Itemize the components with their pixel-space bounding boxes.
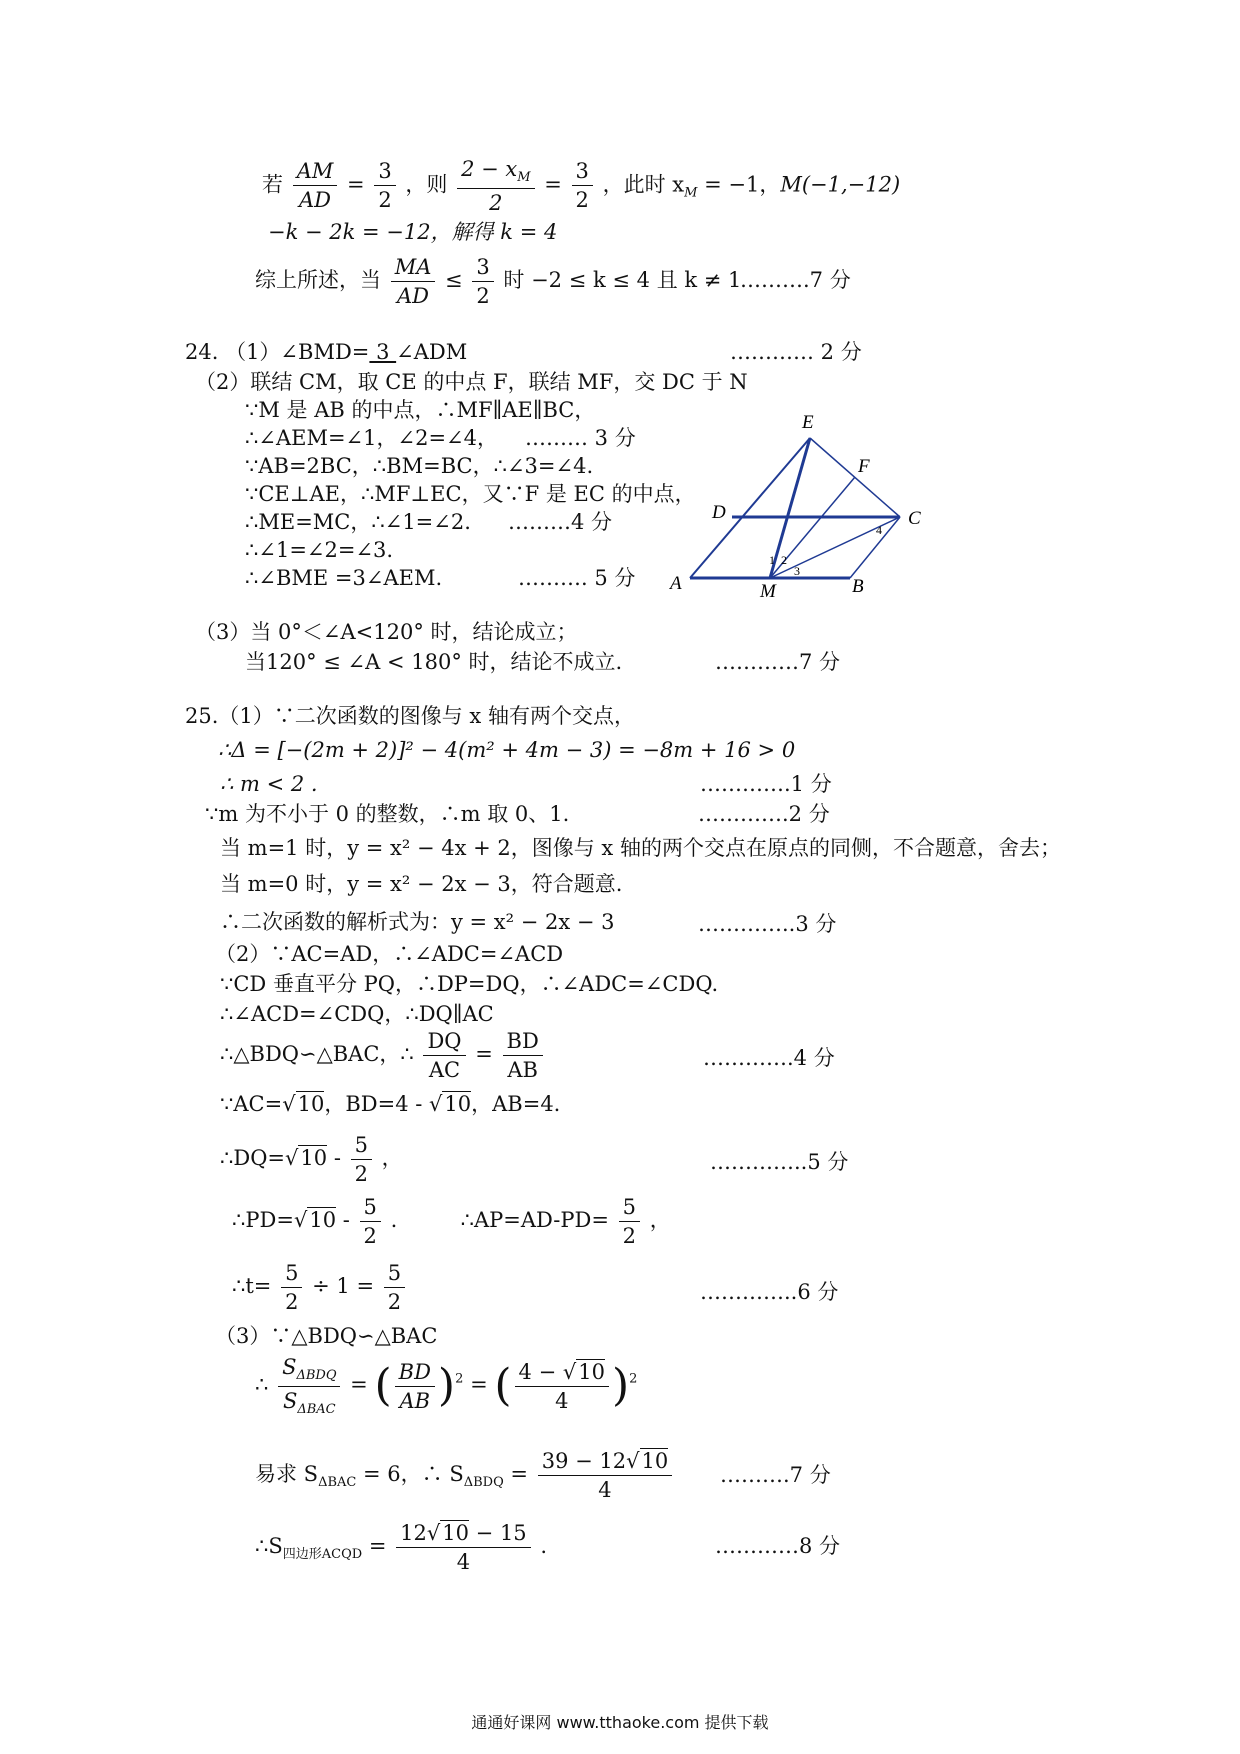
numerator: BD	[503, 1030, 543, 1056]
score-2: ………….2 分	[698, 802, 830, 826]
fraction-3-2	[374, 160, 395, 211]
denominator: 2	[387, 1290, 402, 1315]
text: ∵AC=	[220, 1092, 283, 1116]
subscript: M	[517, 170, 531, 185]
equals: =	[470, 1372, 488, 1397]
numerator-text: 2 − x	[461, 157, 518, 181]
fraction-bd-ab	[503, 1030, 543, 1081]
fraction-5-2	[619, 1196, 640, 1247]
text: ，AB=4.	[471, 1092, 561, 1116]
radicand: 10	[444, 1092, 472, 1116]
text: ，此时 x	[602, 172, 685, 197]
numerator	[457, 158, 534, 189]
section-25-line-13	[220, 1134, 403, 1185]
section-24-line: ∴∠BME =3∠AEM.	[245, 566, 443, 590]
section-25-line: 25.（1）∵二次函数的图像与 x 轴有两个交点，	[185, 704, 635, 728]
denominator: AC	[428, 1058, 461, 1083]
denominator: AB	[507, 1058, 538, 1083]
subscript: ΔBDQ	[463, 1475, 504, 1491]
exponent: 2	[455, 1371, 464, 1387]
fraction-am-ad	[293, 160, 338, 211]
text: − 15	[469, 1521, 527, 1545]
score-8: …………8 分	[715, 1534, 841, 1558]
fraction-3-2-b	[572, 160, 593, 211]
fraction-39-12sqrt10	[538, 1450, 673, 1501]
numerator: 5	[360, 1196, 381, 1222]
equals: =	[362, 1534, 387, 1559]
text: 24. （1）∠BMD=	[185, 340, 370, 364]
segment-me	[770, 438, 810, 578]
numerator: 5	[351, 1134, 372, 1160]
section-25-line: 当 m=1 时，y = x² − 4x + 2，图像与 x 轴的两个交点在原点的同侧，不合题意，舍去；	[220, 836, 1061, 860]
text: = −1，	[697, 172, 781, 197]
label-e: E	[802, 412, 814, 433]
numerator: BD	[395, 1361, 435, 1387]
radicand: 10	[641, 1449, 669, 1473]
subscript: ΔBAC	[297, 1401, 336, 1417]
fraction-5-2	[281, 1262, 302, 1313]
denominator: 2	[378, 188, 392, 213]
denominator: AD	[397, 284, 430, 309]
fraction-5-2	[360, 1196, 381, 1247]
text: 易求 S	[255, 1462, 319, 1487]
text: .	[390, 1208, 398, 1233]
section-25-line: ∴Δ = [−(2m + 2)]² − 4(m² + 4m − 3) = −8m + 16 > 0	[218, 738, 796, 762]
s: S	[282, 1388, 298, 1413]
score-7: ……….7 分	[740, 268, 851, 292]
denominator: 2	[363, 1224, 377, 1249]
numerator	[515, 1361, 609, 1387]
label-d: D	[712, 502, 726, 523]
text: -	[327, 1146, 348, 1171]
subscript: ΔBAC	[318, 1475, 357, 1491]
fraction-5-2	[351, 1134, 372, 1185]
section-24-part-3: （3）当 0°＜∠A<120° 时，结论成立；	[195, 620, 578, 644]
section-25-line: ∴∠ACD=∠CDQ，∴DQ∥AC	[220, 1002, 494, 1026]
denominator: 4	[598, 1478, 612, 1503]
geometry-figure	[660, 404, 930, 604]
text: ∴△BDQ∽△BAC，∴	[220, 1042, 414, 1067]
label-a: A	[670, 573, 682, 594]
numerator	[396, 1522, 531, 1548]
equals: =	[350, 1372, 368, 1397]
subscript: ΔBDQ	[296, 1368, 337, 1383]
denominator: AD	[299, 188, 332, 213]
leq: ≤	[445, 268, 463, 293]
equals: =	[503, 1462, 529, 1487]
point-m: M(−1,−12)	[780, 172, 901, 197]
text: 4 −	[518, 1359, 563, 1384]
segment-ae	[690, 438, 810, 578]
label-f: F	[858, 456, 870, 477]
score-4: ………4 分	[508, 510, 613, 534]
text: ÷ 1 =	[312, 1274, 375, 1299]
section-24-line: （2）联结 CM，取 CE 的中点 F，联结 MF，交 DC 于 N	[195, 370, 748, 394]
fraction-12sqrt10-15	[396, 1522, 531, 1573]
radicand: 10	[578, 1359, 605, 1384]
section-25-line: ∵m 为不小于 0 的整数，∴m 取 0、1.	[205, 802, 570, 826]
section-25-line: ∵CD 垂直平分 PQ，∴DP=DQ，∴∠ADC=∠CDQ.	[220, 972, 719, 996]
text: ∴t=	[232, 1274, 272, 1299]
denominator: 2	[285, 1290, 299, 1315]
denominator: 2	[575, 188, 589, 213]
label-angle-3: 3	[794, 564, 800, 578]
sqrt-sign: √	[285, 1146, 299, 1171]
fraction-4-sqrt10	[515, 1361, 609, 1412]
fraction-area-ratio	[278, 1356, 340, 1416]
text: 时 −2 ≤ k ≤ 4 且 k ≠ 1	[503, 268, 742, 293]
sqrt-sign: √	[562, 1359, 577, 1384]
label-m: M	[760, 581, 776, 602]
section-23-line-1	[262, 158, 900, 214]
text: ，BD=4 -	[324, 1092, 429, 1116]
section-24-line: ∵AB=2BC，∴BM=BC，∴∠3=∠4.	[245, 454, 594, 478]
text: 39 − 12	[541, 1449, 627, 1473]
section-25-line-15	[232, 1262, 408, 1313]
section-25-line: ∴二次函数的解析式为：y = x² − 2x − 3	[220, 910, 615, 934]
fraction-bd-ab	[395, 1361, 435, 1412]
label-angle-4: 4	[876, 523, 882, 537]
section-24-line: ∵M 是 AB 的中点，∴MF∥AE∥BC，	[245, 398, 596, 422]
paren-open: (	[374, 1360, 392, 1412]
section-25-line-19	[255, 1522, 547, 1573]
label-b: B	[852, 576, 864, 597]
section-24-line: ∴∠1=∠2=∠3.	[245, 538, 394, 562]
sqrt-sign: √	[429, 1092, 443, 1116]
text: ∴S	[255, 1534, 283, 1559]
exponent: 2	[629, 1371, 638, 1387]
section-23-line-3	[255, 256, 741, 307]
score-3: …………..3 分	[698, 912, 837, 936]
s: S	[282, 1355, 297, 1379]
score-7: …………7 分	[715, 650, 841, 674]
denominator: 4	[456, 1550, 471, 1575]
numerator: DQ	[423, 1030, 465, 1056]
fraction-ma-ad	[391, 256, 436, 307]
sqrt-sign: √	[282, 1092, 296, 1116]
score-7: ……….7 分	[720, 1463, 831, 1487]
section-24-part-3-line-2: 当120° ≤ ∠A < 180° 时，结论不成立.	[245, 650, 623, 674]
score-1: ………….1 分	[700, 772, 832, 796]
fraction-dq-ac	[423, 1030, 465, 1081]
text: 若	[262, 172, 283, 197]
numerator: AM	[293, 160, 338, 186]
numerator: MA	[391, 256, 436, 282]
section-25-line-17	[255, 1356, 637, 1416]
denominator: 2	[476, 284, 490, 309]
text: ，则	[405, 172, 448, 197]
numerator: 5	[281, 1262, 302, 1288]
section-24-line: ∴ME=MC，∴∠1=∠2.	[245, 510, 471, 534]
numerator: 5	[384, 1262, 405, 1288]
denominator: AB	[399, 1388, 431, 1413]
label-angle-1: 1	[769, 553, 775, 567]
text: .	[540, 1534, 548, 1559]
text: ∴AP=AD-PD=	[460, 1208, 609, 1233]
equals: =	[347, 172, 365, 197]
equals: =	[475, 1042, 493, 1067]
score-6: …………..6 分	[700, 1280, 839, 1304]
radicand: 10	[442, 1521, 469, 1545]
section-25-line-12	[220, 1094, 560, 1115]
denominator: 2	[489, 190, 503, 215]
fraction-5-2	[384, 1262, 405, 1313]
paren-close: )	[437, 1360, 456, 1412]
radicand: 10	[309, 1208, 337, 1233]
numerator	[538, 1450, 673, 1476]
text: = 6，∴ S	[356, 1462, 464, 1487]
sqrt-sign: √	[293, 1208, 308, 1233]
text: 综上所述，当	[255, 268, 381, 293]
denominator: 4	[555, 1388, 569, 1413]
text: ∴DQ=	[220, 1146, 286, 1171]
section-25-line-18	[255, 1450, 675, 1501]
section-24-line: ∴∠AEM=∠1，∠2=∠4，	[245, 426, 499, 450]
score-5: ………. 5 分	[518, 566, 636, 590]
radicand: 10	[300, 1146, 328, 1171]
section-24-line: ∵CE⊥AE，∴MF⊥EC，又∵F 是 EC 的中点，	[245, 482, 696, 506]
score-5: …………..5 分	[710, 1150, 849, 1174]
denominator	[279, 1387, 340, 1417]
numerator: 5	[619, 1196, 640, 1222]
sqrt-sign: √	[426, 1521, 441, 1545]
fraction-2-xm	[457, 158, 534, 214]
text: ∠ADM	[396, 340, 468, 364]
footer: 通通好课网 www.tthaoke.com 提供下载	[471, 1713, 769, 1732]
section-25-line: ∴ m < 2 .	[220, 772, 318, 796]
paren-close: )	[611, 1360, 630, 1412]
answer-blank: 3	[369, 340, 397, 364]
fraction-3-2	[472, 256, 493, 307]
numerator	[278, 1356, 340, 1387]
numerator: 3	[572, 160, 593, 186]
section-23-line-2: −k − 2k = −12，解得 k = 4	[268, 220, 558, 244]
numerator: 3	[472, 256, 493, 282]
sqrt-sign: √	[626, 1449, 640, 1473]
text: ∴PD=	[232, 1208, 294, 1233]
segment-bc	[850, 517, 900, 578]
section-25-line-14	[232, 1196, 671, 1247]
text: -	[336, 1208, 357, 1233]
section-25-line: （2）∵AC=AD，∴∠ADC=∠ACD	[215, 942, 564, 966]
denominator: 2	[354, 1162, 368, 1187]
denominator: 2	[622, 1224, 637, 1249]
section-24-part-1	[185, 342, 467, 363]
label-angle-2: 2	[781, 553, 787, 567]
text: ∴	[255, 1372, 269, 1397]
paren-open: (	[494, 1360, 512, 1412]
numerator: 3	[374, 160, 395, 186]
label-c: C	[908, 508, 921, 529]
score-2: ………… 2 分	[730, 340, 862, 364]
text: ，	[381, 1146, 403, 1171]
score-3: ……… 3 分	[525, 426, 636, 450]
score-4: ………….4 分	[703, 1046, 835, 1070]
section-25-line-11	[220, 1030, 546, 1081]
text: 12	[400, 1521, 427, 1545]
text: ，	[649, 1208, 671, 1233]
subscript: 四边形ACQD	[282, 1547, 363, 1563]
equals: =	[544, 172, 562, 197]
section-25-line: 当 m=0 时，y = x² − 2x − 3，符合题意.	[220, 872, 623, 896]
radicand: 10	[297, 1092, 325, 1116]
section-25-line: （3）∵△BDQ∽△BAC	[215, 1324, 438, 1348]
subscript: M	[684, 185, 698, 201]
